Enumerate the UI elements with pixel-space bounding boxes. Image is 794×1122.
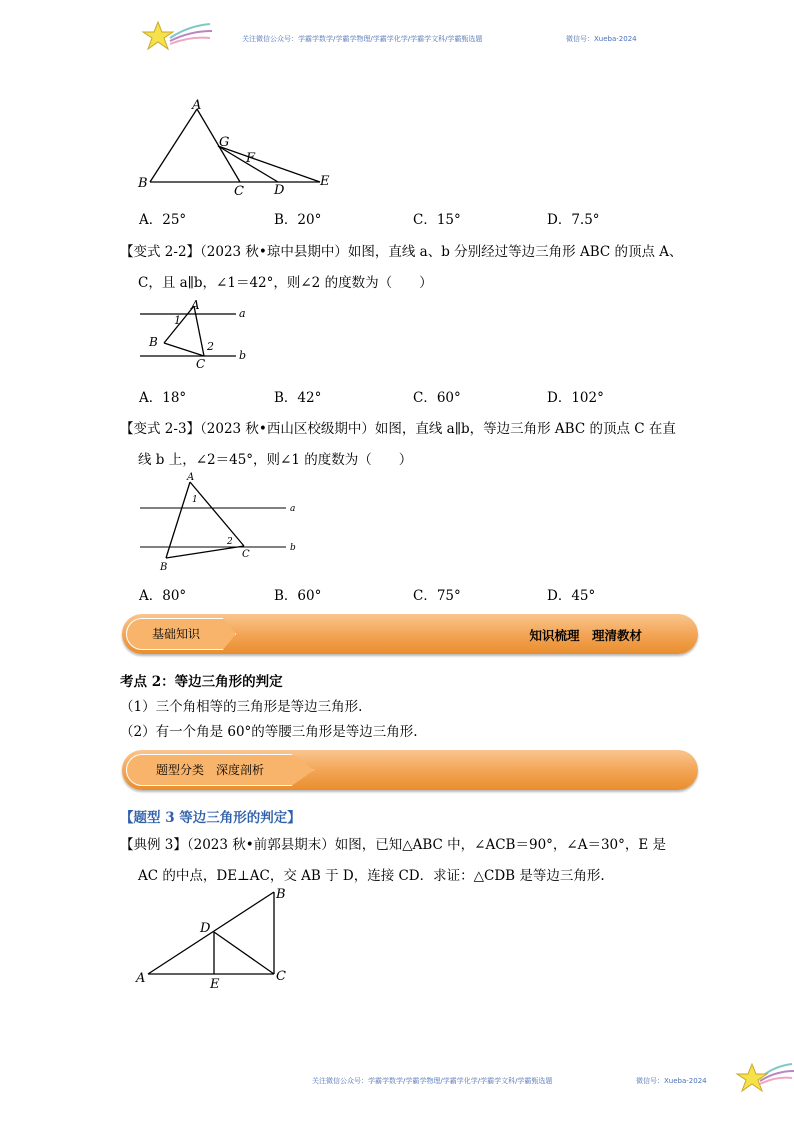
fig2-label-line-b: b: [239, 349, 247, 362]
fig3-label-line-b: b: [290, 543, 296, 553]
q3-option-d[interactable]: D．45°: [547, 588, 596, 604]
section-bar-basic-knowledge: [122, 614, 698, 654]
fig2-label-a: A: [191, 298, 200, 312]
fig4-label-d: D: [200, 921, 211, 936]
fig2-label-1: 1: [174, 314, 181, 327]
q3-option-a[interactable]: A．80°: [139, 588, 187, 604]
fig2-label-line-a: a: [239, 307, 246, 320]
example3-line1: 【典例 3】（2023 秋•前郭县期末）如图，已知△ABC 中，∠ACB＝90°，∠A＝30°，E 是: [120, 837, 667, 853]
q3-option-c[interactable]: C．75°: [413, 588, 461, 604]
fig1-label-e: E: [320, 174, 330, 189]
section-bar-left-label: 基础知识: [152, 627, 201, 641]
q1-option-d[interactable]: D．7.5°: [547, 212, 600, 228]
q2-text-line1: 【变式 2-2】（2023 秋•琼中县期中）如图，直线 a、b 分别经过等边三角形 ABC 的顶点 A、: [120, 244, 683, 260]
type3-heading: 【题型 3 等边三角形的判定】: [120, 810, 301, 826]
q3-text-line1: 【变式 2-3】（2023 秋•西山区校级期中）如图，直线 a∥b，等边三角形 ABC 的顶点 C 在直: [120, 421, 676, 437]
q2-option-a[interactable]: A．18°: [139, 390, 187, 406]
fig2-label-2: 2: [207, 340, 214, 353]
fig2-label-b: B: [149, 335, 158, 349]
q3-option-b[interactable]: B．60°: [274, 588, 322, 604]
figure-right-triangle-abc: [130, 882, 300, 994]
footer-wechat: 微信号：Xueba-2024: [636, 1077, 707, 1085]
fig1-label-f: F: [246, 151, 256, 166]
q1-option-c[interactable]: C．15°: [413, 212, 461, 228]
point2-title: 考点 2：等边三角形的判定: [120, 674, 283, 690]
footer-text: 关注微信公众号：学霸学数学/学霸学物理/学霸学化学/学霸学文科/学霸甄选题: [312, 1077, 553, 1085]
q2-option-d[interactable]: D．102°: [547, 390, 604, 406]
section-bar-question-types: [122, 750, 698, 790]
fig3-label-b: B: [160, 562, 168, 573]
fig3-label-c: C: [242, 549, 250, 560]
point2-item-1: （1）三个角相等的三角形是等边三角形.: [120, 699, 363, 715]
fig4-label-e: E: [210, 977, 220, 992]
q3-text-line2: 线 b 上，∠2＝45°，则∠1 的度数为（ ）: [138, 452, 413, 468]
star-logo-icon: [140, 16, 216, 60]
example3-line2: AC 的中点，DE⊥AC，交 AB 于 D，连接 CD．求证：△CDB 是等边三角形.: [138, 868, 605, 884]
figure-triangle-abc-ge: [130, 96, 340, 200]
q2-text-line2: C，且 a∥b，∠1＝42°，则∠2 的度数为（ ）: [138, 275, 433, 291]
fig3-label-line-a: a: [290, 504, 296, 514]
q1-option-a[interactable]: A．25°: [139, 212, 187, 228]
q2-option-c[interactable]: C．60°: [413, 390, 461, 406]
header-wechat: 微信号：Xueba-2024: [566, 35, 637, 43]
q1-option-b[interactable]: B．20°: [274, 212, 322, 228]
fig1-label-g: G: [219, 135, 230, 150]
fig1-label-a: A: [192, 98, 202, 113]
fig4-label-b: B: [276, 887, 286, 902]
fig1-label-d: D: [274, 183, 285, 198]
star-logo-icon: [734, 1056, 794, 1100]
fig3-label-1: 1: [192, 495, 198, 505]
header-text: 关注微信公众号：学霸学数学/学霸学物理/学霸学化学/学霸学文科/学霸甄选题: [242, 35, 483, 43]
fig3-label-a: A: [187, 472, 195, 483]
fig3-label-2: 2: [227, 537, 233, 547]
fig1-label-b: B: [138, 176, 148, 191]
q2-option-b[interactable]: B．42°: [274, 390, 322, 406]
figure-parallel-lines-q3: [136, 470, 306, 574]
fig2-label-c: C: [196, 357, 206, 370]
section-bar-left-label: 题型分类 深度剖析: [156, 763, 265, 777]
fig4-label-a: A: [136, 971, 146, 986]
point2-item-2: （2）有一个角是 60°的等腰三角形是等边三角形.: [120, 724, 418, 740]
fig1-label-c: C: [234, 184, 244, 199]
figure-parallel-lines-q2: [136, 298, 256, 370]
fig4-label-c: C: [276, 969, 286, 984]
section-bar-right-label: 知识梳理 理清教材: [529, 628, 642, 643]
